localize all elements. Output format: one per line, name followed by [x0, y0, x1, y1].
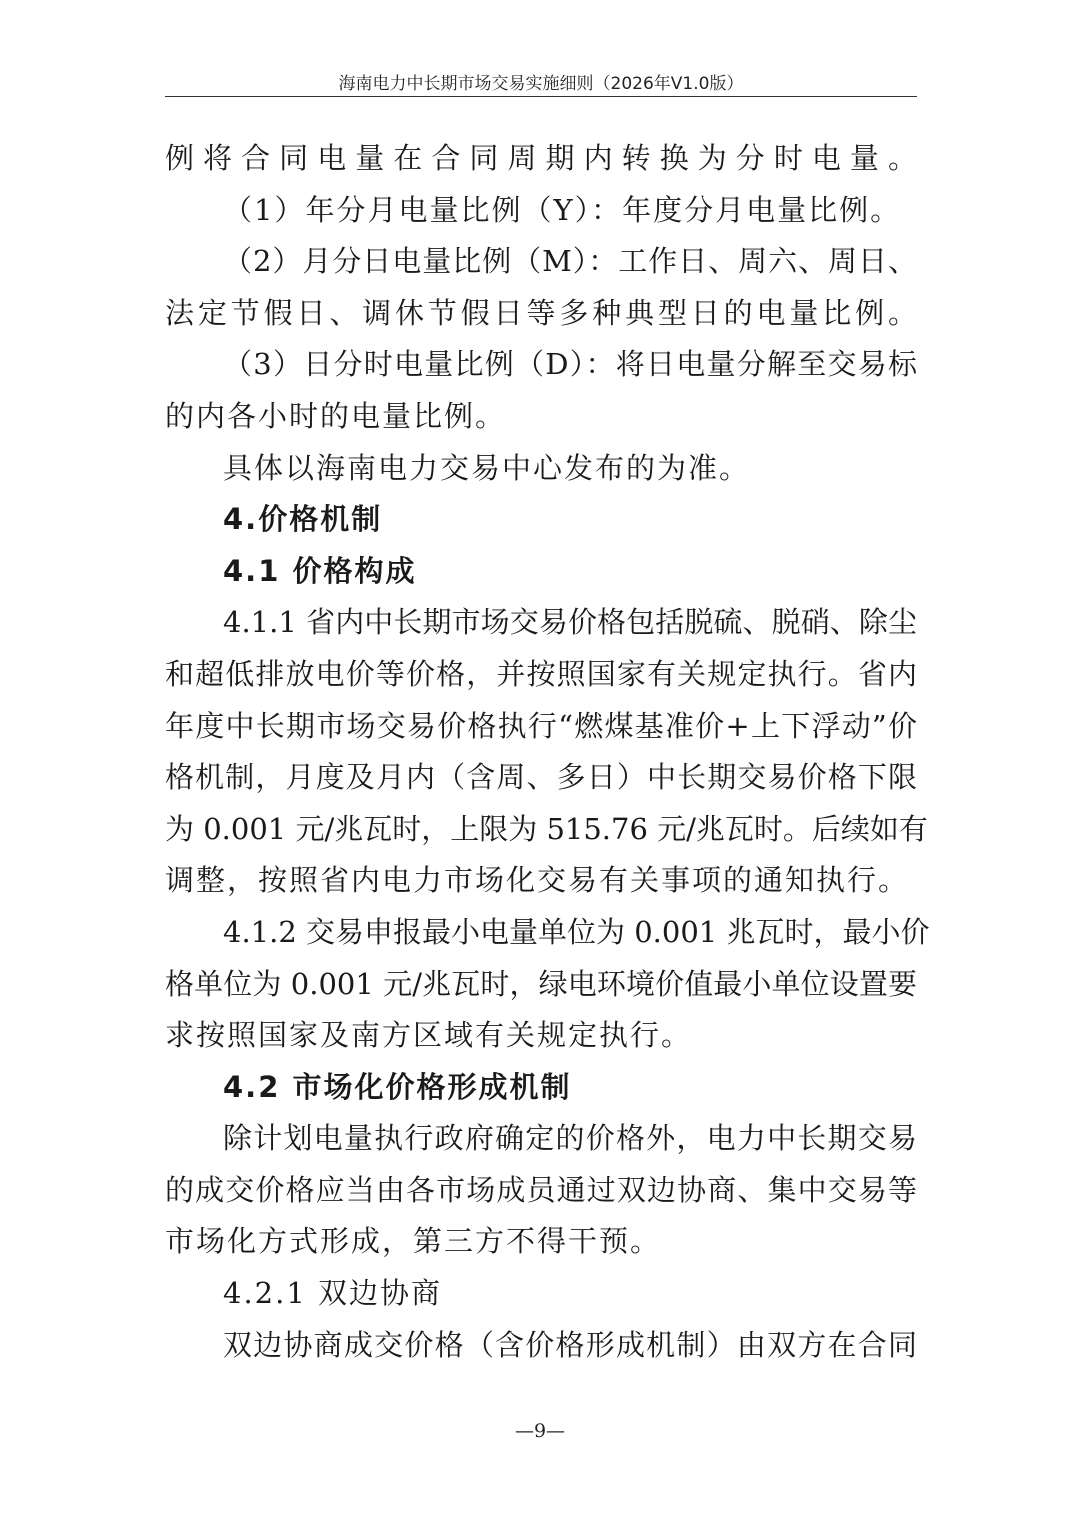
paragraph-line: 求按照国家及南方区域有关规定执行。	[165, 1018, 693, 1053]
page-number: —9—	[514, 1420, 566, 1442]
paragraph-line: （1）年分月电量比例（Y）：年度分月电量比例。	[223, 192, 902, 227]
paragraph-line: （3）日分时电量比例（D）：将日电量分解至交易标	[223, 347, 917, 382]
paragraph-line: 格单位为 0.001 元/兆瓦时，绿电环境价值最小单位设置要	[165, 966, 917, 1001]
paragraph-line: 4.1.1 省内中长期市场交易价格包括脱硫、脱硝、除尘	[223, 605, 917, 640]
paragraph-line: 具体以海南电力交易中心发布的为准。	[223, 450, 751, 485]
running-header: 海南电力中长期市场交易实施细则（2026年V1.0版）	[338, 74, 744, 94]
page-body	[165, 133, 930, 1371]
paragraph-line: 双边协商成交价格（含价格形成机制）由双方在合同	[223, 1327, 917, 1362]
paragraph-line: 市场化方式形成，第三方不得干预。	[165, 1224, 662, 1259]
paragraph-line: 调整，按照省内电力市场化交易有关事项的通知执行。	[165, 863, 910, 898]
paragraph-line: 例将合同电量在合同周期内转换为分时电量。	[165, 141, 917, 175]
paragraph-line: （2）月分日电量比例（M）：工作日、周六、周日、	[223, 244, 917, 279]
paragraph-line: 为 0.001 元/兆瓦时，上限为 515.76 元/兆瓦时。后续如有	[165, 811, 928, 846]
paragraph-line: 年度中长期市场交易价格执行“燃煤基准价+上下浮动”价	[165, 708, 917, 743]
subsection-heading: 4.2 市场化价格形成机制	[223, 1069, 572, 1104]
subsection-heading: 4.1 价格构成	[223, 553, 417, 588]
paragraph-line: 除计划电量执行政府确定的价格外，电力中长期交易	[223, 1121, 917, 1156]
section-heading: 4.价格机制	[223, 502, 383, 537]
paragraph-line: 格机制，月度及月内（含周、多日）中长期交易价格下限	[165, 760, 917, 795]
clause-heading: 4.2.1 双边协商	[223, 1276, 443, 1311]
paragraph-line: 4.1.2 交易申报最小电量单位为 0.001 兆瓦时，最小价	[223, 914, 930, 949]
paragraph-line: 的成交价格应当由各市场成员通过双边协商、集中交易等	[165, 1172, 917, 1207]
paragraph-line: 法定节假日、调休节假日等多种典型日的电量比例。	[165, 295, 917, 330]
header-divider	[165, 96, 917, 97]
paragraph-line: 的内各小时的电量比例。	[165, 398, 507, 433]
paragraph-line: 和超低排放电价等价格，并按照国家有关规定执行。省内	[165, 656, 917, 691]
